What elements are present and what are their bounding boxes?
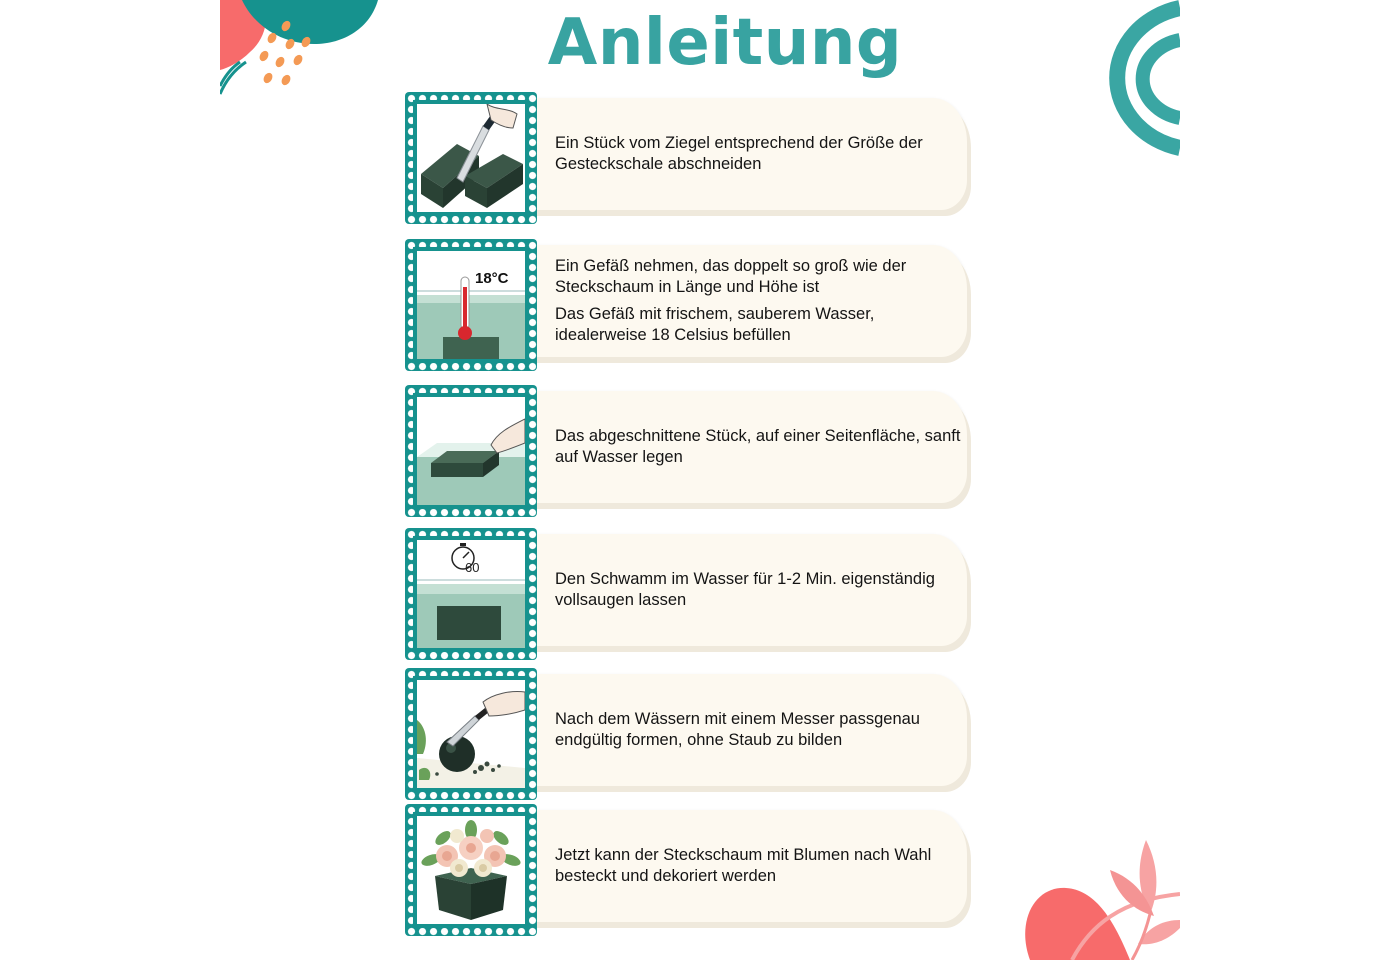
knife-cutting-foam-icon	[417, 104, 525, 212]
step-3	[405, 385, 985, 517]
step-text	[555, 92, 970, 216]
step-paragraph: Jetzt kann der Steckschaum mit Blumen nach Wahl besteckt und dekoriert werden	[555, 846, 932, 885]
flower-arrangement-icon	[417, 816, 525, 924]
step-4	[405, 528, 985, 660]
step-5	[405, 668, 985, 800]
decoration-bottom-right	[1010, 830, 1180, 960]
step-text	[555, 528, 970, 652]
step-paragraph: Nach dem Wässern mit einem Messer passgenau endgültig formen, ohne Staub zu bilden	[555, 710, 920, 749]
page-title: Anleitung	[547, 6, 903, 80]
step-paragraph: Den Schwamm im Wasser für 1-2 Min. eigenständig vollsaugen lassen	[555, 570, 935, 609]
hand-placing-foam-icon	[417, 397, 525, 505]
step-text	[555, 804, 970, 928]
step-text	[555, 385, 970, 509]
step-text	[555, 239, 970, 363]
step-paragraph: Ein Gefäß nehmen, das doppelt so groß wie der Steckschaum in Länge und Höhe ist	[555, 257, 907, 296]
step-paragraph: Das Gefäß mit frischem, sauberem Wasser, idealerweise 18 Celsius befüllen	[555, 305, 875, 344]
step-paragraph: Das abgeschnittene Stück, auf einer Seitenfläche, sanft auf Wasser legen	[555, 427, 961, 466]
step-paragraph: Ein Stück vom Ziegel entsprechend der Größe der Gesteckschale abschneiden	[555, 134, 923, 173]
timer-label: 60	[465, 560, 480, 575]
stopwatch-soaking-icon	[417, 540, 525, 648]
instruction-sheet	[220, 0, 1180, 960]
step-1	[405, 92, 985, 224]
step-6	[405, 804, 985, 936]
step-2	[405, 239, 985, 371]
thermometer-water-icon	[417, 251, 525, 359]
step-text	[555, 668, 970, 792]
knife-shaping-foam-icon	[417, 680, 525, 788]
temperature-label: 18°C	[475, 270, 509, 287]
